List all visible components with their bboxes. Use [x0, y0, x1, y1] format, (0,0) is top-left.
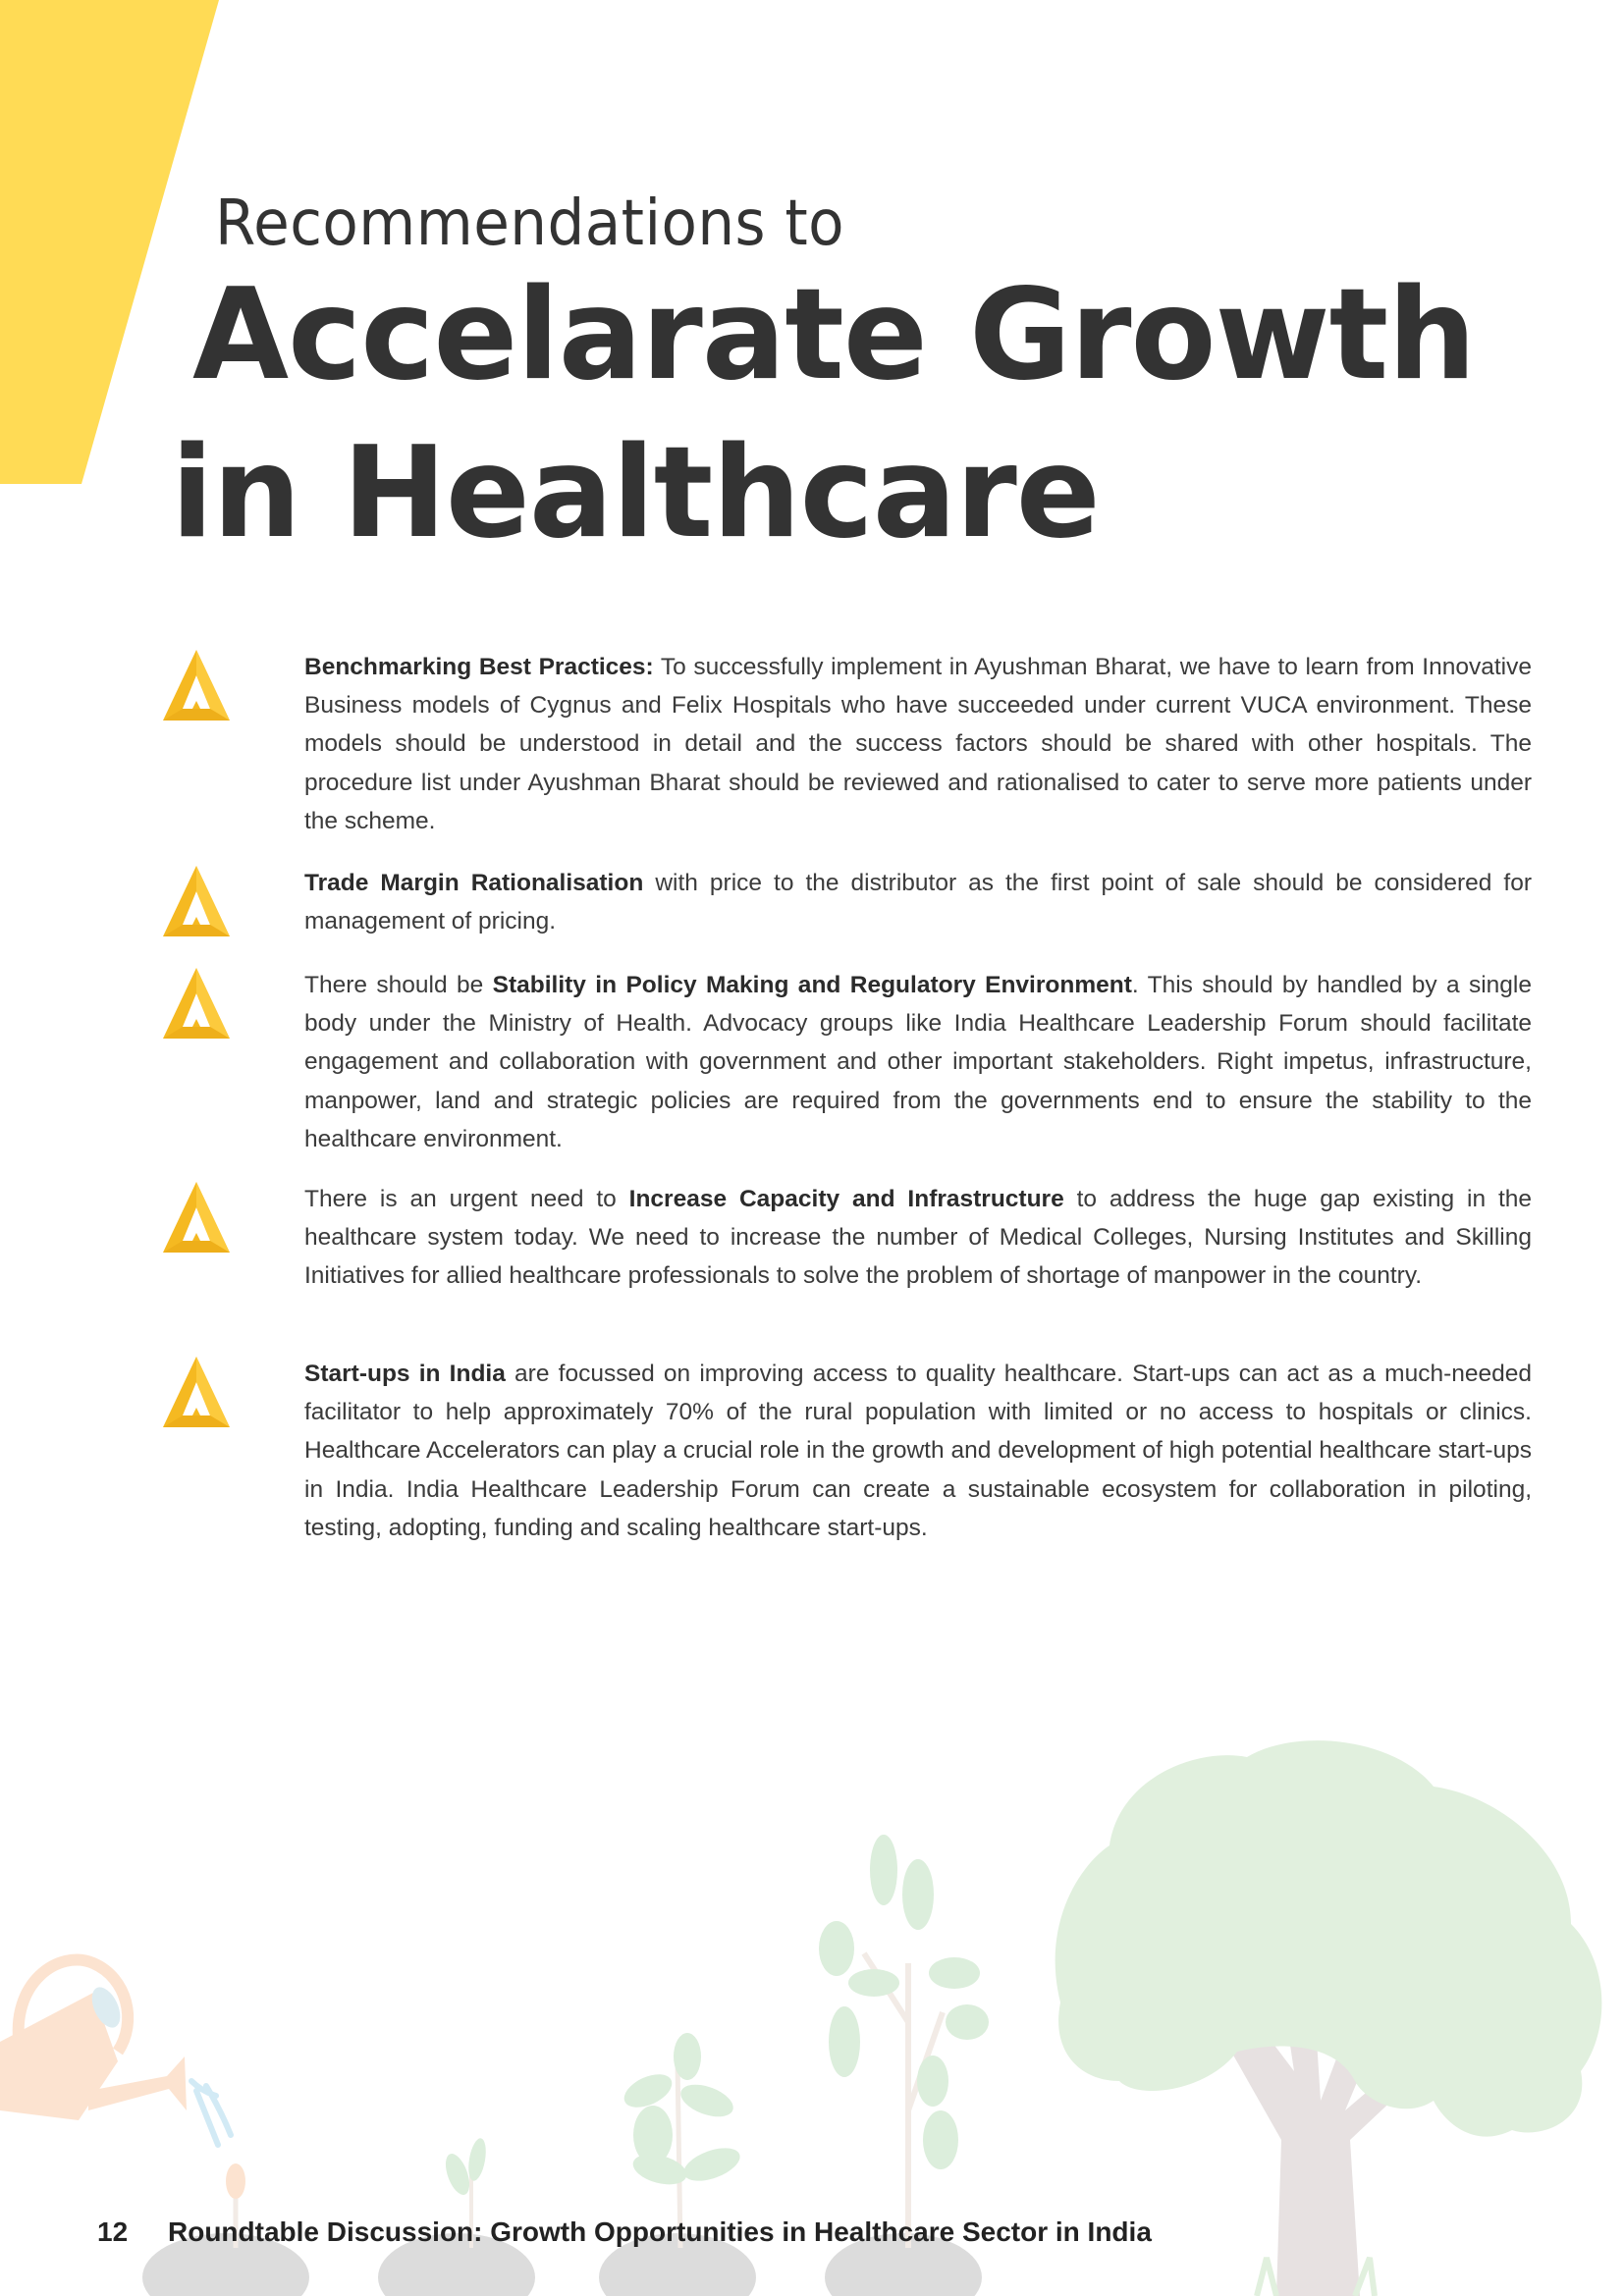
triangle-arrow-icon: [163, 650, 230, 721]
tree-icon: [1056, 1740, 1602, 2296]
page-number: 12: [97, 2216, 129, 2247]
page-subtitle: Recommendations to: [215, 187, 845, 260]
growth-illustration: [0, 1728, 1624, 2296]
footer-title: Roundtable Discussion: Growth Opportunities in Healthcare Sector in India: [168, 2216, 1152, 2247]
page-title-line-2: in Healthcare: [171, 420, 1100, 566]
triangle-arrow-icon: [163, 1182, 230, 1253]
recommendation-heading: Benchmarking Best Practices:: [304, 654, 654, 680]
triangle-arrow-icon: [163, 968, 230, 1039]
recommendation-heading: Stability in Policy Making and Regulatory Environment: [492, 972, 1132, 998]
recommendation-text: Benchmarking Best Practices: To successfully implement in Ayushman Bharat, we have to learn from Innovative Business models of Cygnus and Felix Hospitals who have succeeded under current VUCA environment. These models should be understood in detail and the success factors should be shared with other hospitals. The procedure list under Ayushman Bharat should be reviewed and rationalised to cater to serve more patients under the scheme.: [304, 654, 1532, 834]
page-title-line-1: Accelarate Growth: [192, 262, 1476, 408]
recommendation-text: Start-ups in India are focussed on improving access to quality healthcare. Start-ups can act as a much-needed facilitator to help approximately 70% of the rural population with limited or no access to hospitals or clinics. Healthcare Accelerators can play a crucial role in the growth and development of high potential healthcare start-ups in India. India Healthcare Leadership Forum can create a sustainable ecosystem for collaboration in piloting, testing, adopting, funding and scaling healthcare start-ups.: [304, 1361, 1533, 1541]
recommendation-text: There is an urgent need to Increase Capacity and Infrastructure to address the huge gap existing in the healthcare system today. We need to increase the number of Medical Colleges, Nursing Institutes and Skilling Initiatives for allied healthcare professionals to solve the problem of shortage of manpower in the country.: [304, 1186, 1533, 1290]
recommendation-text: Trade Margin Rationalisation with price to the distributor as the first point of sale should be considered for management of pricing.: [304, 870, 1533, 935]
recommendation-heading: Trade Margin Rationalisation: [304, 870, 644, 896]
triangle-arrow-icon: [163, 866, 230, 936]
recommendation-heading: Start-ups in India: [304, 1361, 506, 1387]
page-footer: [0, 2216, 1624, 2256]
watering-can-icon: [0, 1960, 231, 2145]
yellow-accent-shape: [0, 0, 226, 491]
recommendation-text: There should be Stability in Policy Making and Regulatory Environment. This should by handled by a single body under the Ministry of Health. Advocacy groups like India Healthcare Leadership Forum should facilitate engagement and collaboration with government and other important stakeholders. Right impetus, infrastructure, manpower, land and strategic policies are required from the governments end to ensure the stability to the healthcare environment.: [304, 972, 1533, 1152]
recommendation-heading: Increase Capacity and Infrastructure: [628, 1186, 1064, 1212]
triangle-arrow-icon: [163, 1357, 230, 1427]
